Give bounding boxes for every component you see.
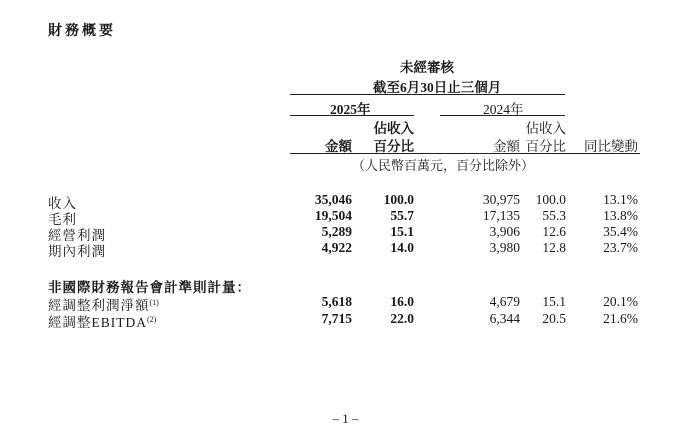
- cell-pct-2025: 16.0: [390, 294, 414, 309]
- cell-pct-2024: 55.3: [542, 208, 566, 223]
- cell-amount-2024: 17,135: [482, 208, 520, 223]
- header-rule-bottom: [290, 153, 640, 154]
- cell-pct-2025: 55.7: [390, 208, 414, 223]
- header-rule-top: [290, 94, 565, 95]
- col-amount-2024: 金額: [493, 139, 520, 154]
- header-period: 截至6月30日止三個月: [373, 80, 502, 95]
- rule-2024: [440, 115, 565, 116]
- cell-pct-2024: 20.5: [542, 311, 566, 326]
- cell-amount-2025: 7,715: [321, 311, 352, 326]
- cell-amount-2025: 5,289: [321, 224, 352, 239]
- cell-pct-2025: 100.0: [383, 192, 414, 207]
- row-label: 經調整利潤淨額$^{(1)}$: [48, 298, 159, 313]
- cell-amount-2024: 3,906: [489, 224, 520, 239]
- non-ifrs-title: 非國際財務報告會計準則計量：: [48, 280, 251, 295]
- col-pct-2024-line2: 百分比: [525, 139, 566, 154]
- col-yoy: 同比變動: [584, 139, 638, 154]
- cell-pct-2024: 12.6: [542, 224, 566, 239]
- footnote-ref: (2): [147, 315, 157, 324]
- row-label: 收入: [48, 196, 77, 211]
- header-year-2024: 2024年: [483, 102, 524, 117]
- cell-yoy: 21.6%: [603, 311, 638, 326]
- footnote-ref: (1): [149, 298, 159, 307]
- cell-amount-2024: 6,344: [489, 311, 520, 326]
- cell-amount-2025: 19,504: [314, 208, 352, 223]
- cell-amount-2025: 5,618: [321, 294, 352, 309]
- col-pct-2025-line1: 佔收入: [373, 121, 414, 136]
- cell-pct-2024: 12.8: [542, 240, 566, 255]
- cell-amount-2024: 3,980: [489, 240, 520, 255]
- cell-pct-2024: 100.0: [535, 192, 566, 207]
- cell-yoy: 35.4%: [603, 224, 638, 239]
- cell-yoy: 13.1%: [603, 192, 638, 207]
- cell-yoy: 13.8%: [603, 208, 638, 223]
- cell-amount-2025: 35,046: [314, 192, 352, 207]
- cell-amount-2025: 4,922: [321, 240, 352, 255]
- cell-pct-2024: 15.1: [542, 294, 566, 309]
- col-amount-2025: 金額: [325, 139, 352, 154]
- cell-pct-2025: 15.1: [390, 224, 414, 239]
- cell-pct-2025: 14.0: [390, 240, 414, 255]
- cell-amount-2024: 4,679: [489, 294, 520, 309]
- row-label: 經調整EBITDA$^{(2)}$: [48, 315, 157, 330]
- row-label: 經營利潤: [48, 228, 106, 243]
- col-pct-2024-line1: 佔收入: [525, 121, 566, 136]
- rule-2025: [290, 115, 414, 116]
- cell-yoy: 20.1%: [603, 294, 638, 309]
- col-pct-2025-line2: 百分比: [373, 139, 414, 154]
- row-label: 期內利潤: [48, 244, 106, 259]
- row-label: 毛利: [48, 212, 77, 227]
- units-note: （人民幣百萬元，百分比除外）: [352, 158, 535, 173]
- page-number: – 1 –: [332, 411, 359, 426]
- cell-pct-2025: 22.0: [390, 311, 414, 326]
- header-year-2025: 2025年: [330, 102, 371, 117]
- header-unaudited: 未經審核: [400, 60, 454, 75]
- cell-yoy: 23.7%: [603, 240, 638, 255]
- section-title: 財務概要: [48, 24, 116, 39]
- cell-amount-2024: 30,975: [482, 192, 520, 207]
